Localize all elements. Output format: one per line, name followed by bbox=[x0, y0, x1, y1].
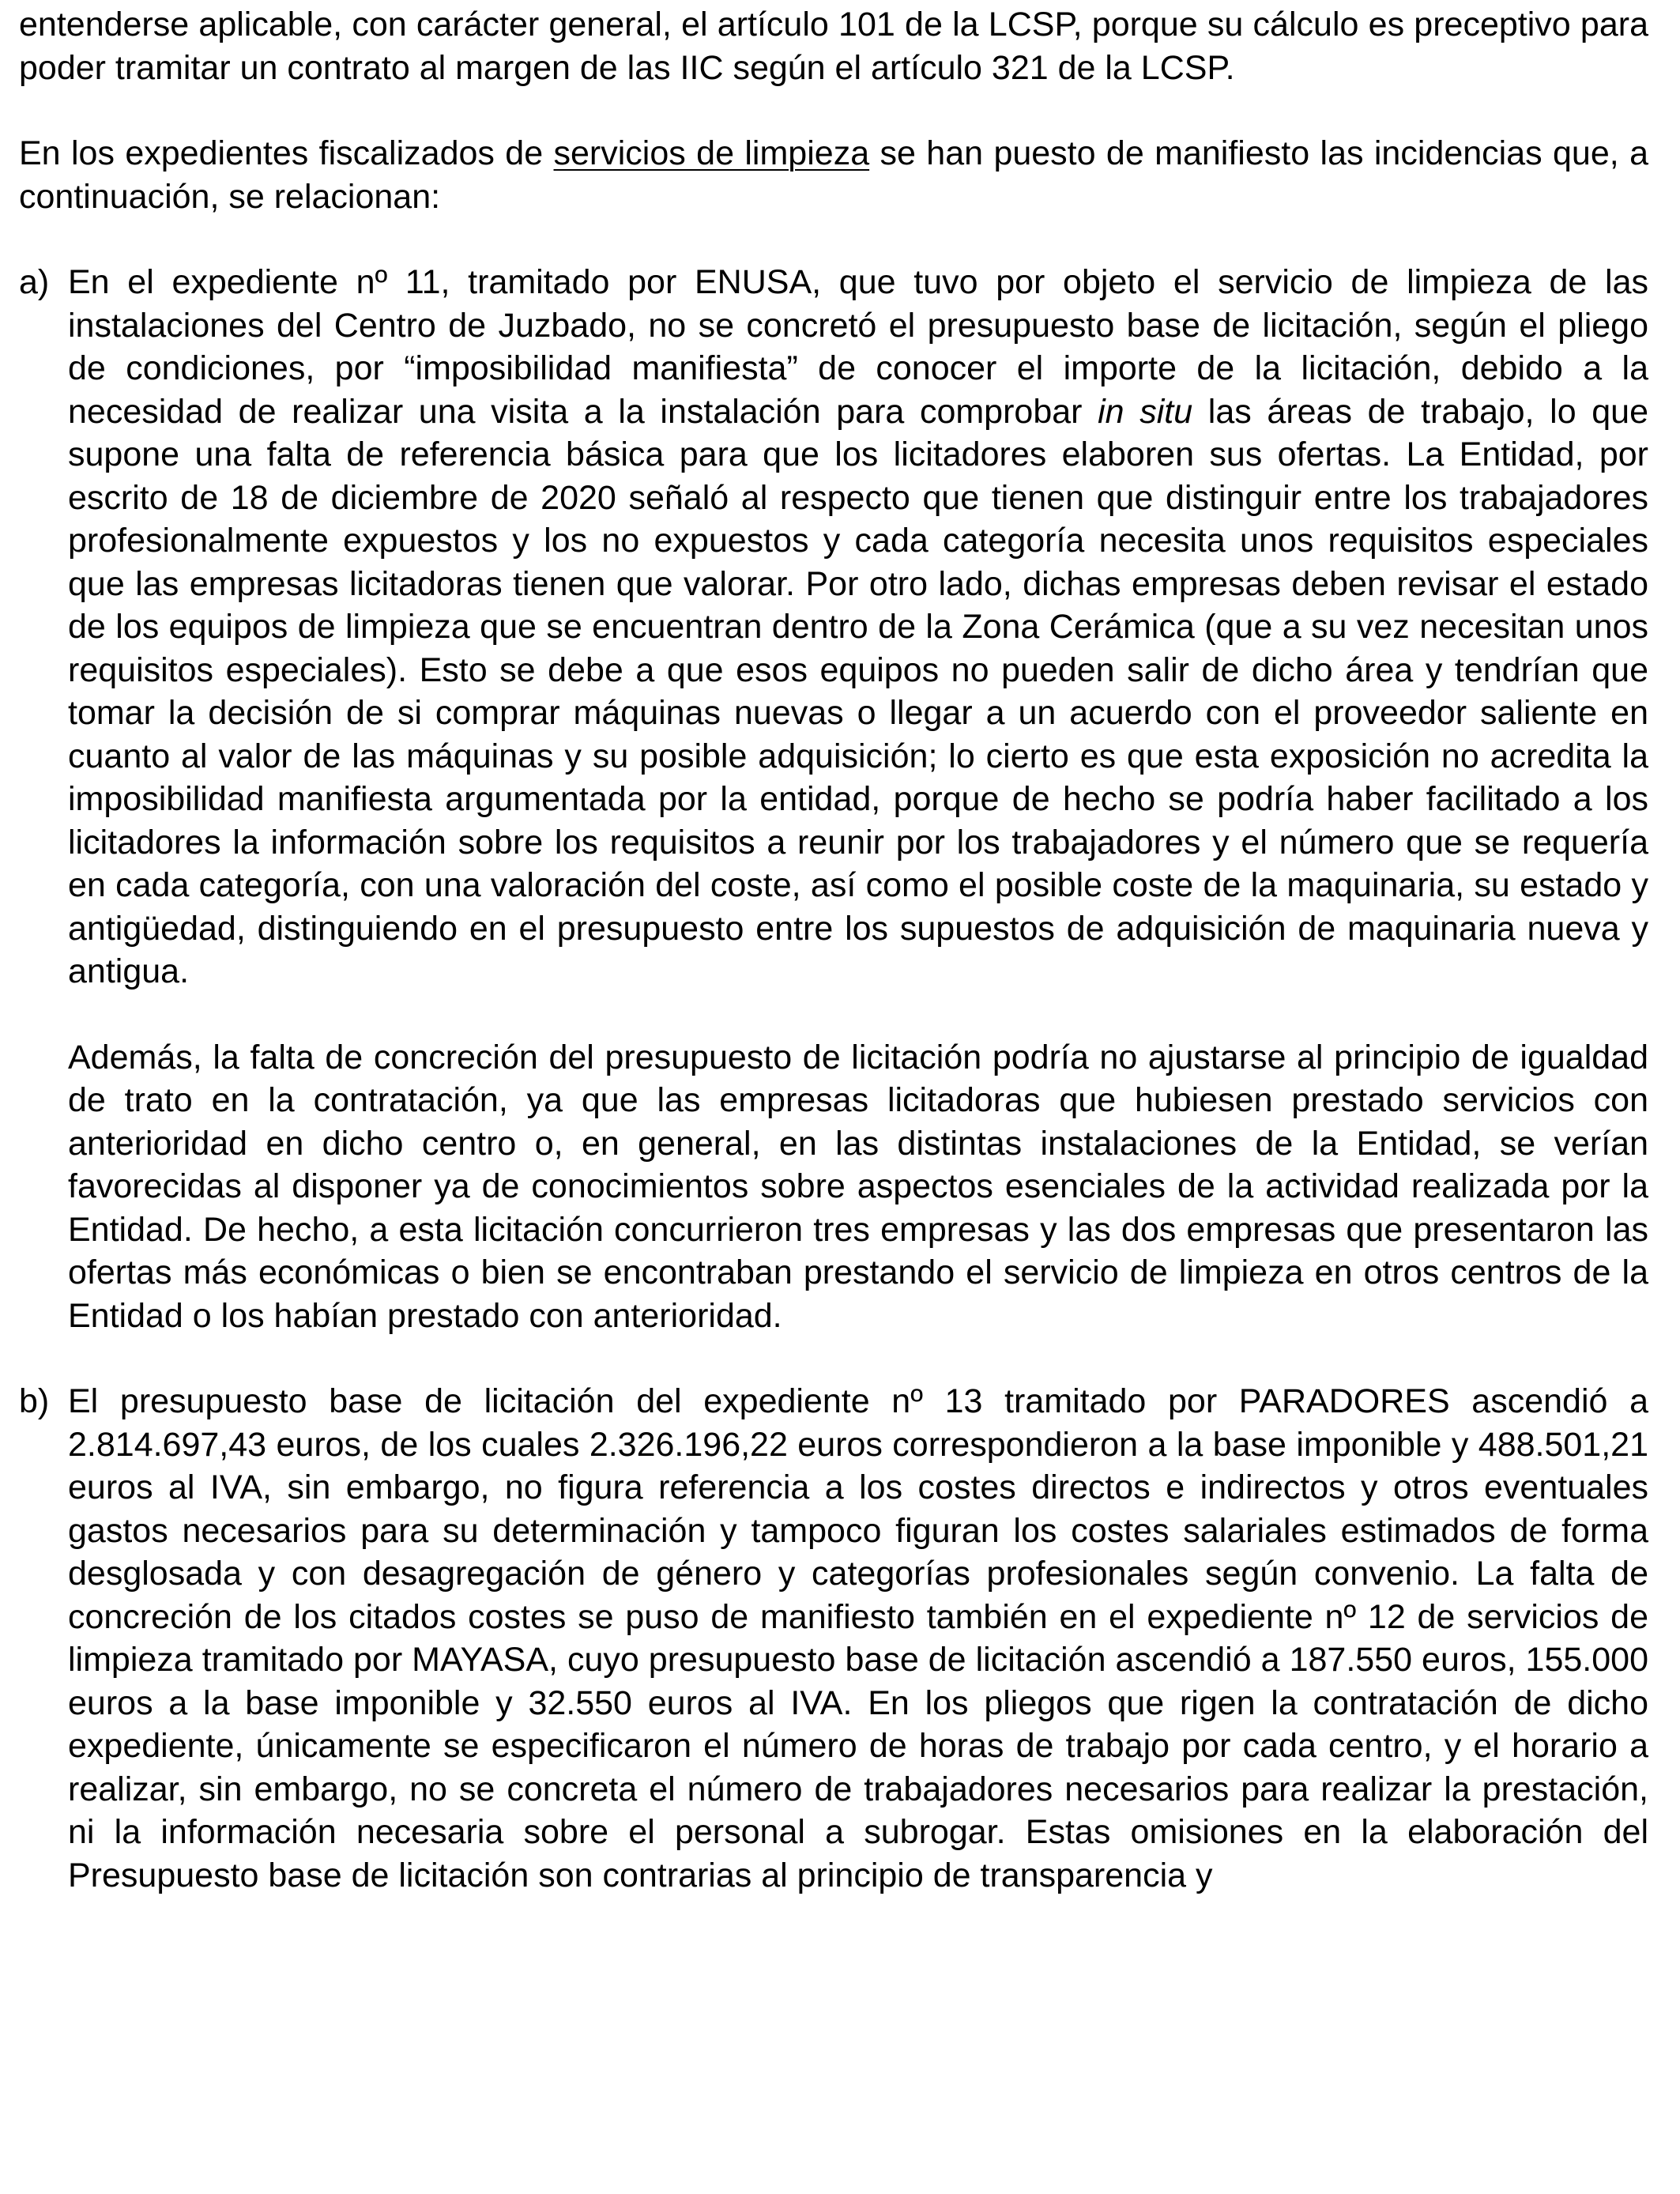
intro-p2-text-before: En los expedientes fiscalizados de bbox=[19, 134, 554, 172]
item-a-paragraph-1 bbox=[68, 261, 1648, 993]
list-marker-b: b) bbox=[19, 1382, 50, 1420]
intro-paragraph-1: entenderse aplicable, con carácter general, el artículo 101 de la LCSP, porque su cálculo es preceptivo para poder tramitar un contrato al margen de las IIC según el artículo 321 de la LCSP. bbox=[19, 6, 1648, 87]
item-a-continuation bbox=[19, 1036, 1648, 1338]
item-a-p1-text-before: En el expediente nº 11, tramitado por ENUSA, que tuvo por objeto el servicio de limpieza de las instalaciones del Centro de Juzbado, no se concretó el presupuesto base de licitación, según el pliego de condiciones, por “imposibilidad manifiesta” de conocer el importe de la licitación, debido a la necesidad de realizar una visita a la instalación para comprobar bbox=[68, 263, 1648, 431]
document-page bbox=[19, 3, 1648, 1897]
item-b-paragraph-1: El presupuesto base de licitación del expediente nº 13 tramitado por PARADORES ascendió a 2.814.697,43 euros, de los cuales 2.326.196,22 euros correspondieron a la base imponible y 488.501,21 euros al IVA, sin embargo, no figura referencia a los costes directos e indirectos y otros eventuales gastos necesarios para su determinación y tampoco figuran los costes salariales estimados de forma desglosada y con desagregación de género y categorías profesionales según convenio. La falta de concreción de los citados costes se puso de manifiesto también en el expediente nº 12 de servicios de limpieza tramitado por MAYASA, cuyo presupuesto base de licitación ascendió a 187.550 euros, 155.000 euros a la base imponible y 32.550 euros al IVA. En los pliegos que rigen la contratación de dicho expediente, únicamente se especificaron el número de horas de trabajo por cada centro, y el horario a realizar, sin embargo, no se concreta el número de trabajadores necesarios para realizar la prestación, ni la información necesaria sobre el personal a subrogar. Estas omisiones en la elaboración del Presupuesto base de licitación son contrarias al principio de transparencia y bbox=[68, 1382, 1648, 1894]
intro-p2-text-after: se han puesto de manifiesto las incidencias que, a continuación, se relacionan: bbox=[19, 134, 1648, 216]
underlined-term-servicios-de-limpieza: servicios de limpieza bbox=[553, 134, 870, 172]
list-item-a bbox=[19, 261, 1648, 993]
list-item-b bbox=[19, 1380, 1648, 1897]
item-a-p1-text-after: las áreas de trabajo, lo que supone una falta de referencia básica para que los licitadores elaboren sus ofertas. La Entidad, por escrito de 18 de diciembre de 2020 señaló al respecto que tienen que distinguir entre los trabajadores profesionalmente expuestos y los no expuestos y cada categoría necesita unos requisitos especiales que las empresas licitadoras tienen que valorar. Por otro lado, dichas empresas deben revisar el estado de los equipos de limpieza que se encuentran dentro de la Zona Cerámica (que a su vez necesitan unos requisitos especiales). Esto se debe a que esos equipos no pueden salir de dicho área y tendrían que tomar la decisión de si comprar máquinas nuevas o llegar a un acuerdo con el proveedor saliente en cuanto al valor de las máquinas y su posible adquisición; lo cierto es que esta exposición no acredita la imposibilidad manifiesta argumentada por la entidad, porque de hecho se podría haber facilitado a los licitadores la información sobre los requisitos a reunir por los trabajadores y el número que se requería en cada categoría, con una valoración del coste, así como el posible coste de la maquinaria, su estado y antigüedad, distinguiendo en el presupuesto entre los supuestos de adquisición de maquinaria nueva y antigua. bbox=[68, 392, 1648, 990]
list-marker-a: a) bbox=[19, 263, 50, 301]
intro-paragraph-2 bbox=[19, 132, 1648, 218]
item-a-paragraph-2: Además, la falta de concreción del presupuesto de licitación podría no ajustarse al principio de igualdad de trato en la contratación, ya que las empresas licitadoras que hubiesen prestado servicios con anterioridad en dicho centro o, en general, en las distintas instalaciones de la Entidad, se verían favorecidas al disponer ya de conocimientos sobre aspectos esenciales de la actividad realizada por la Entidad. De hecho, a esta licitación concurrieron tres empresas y las dos empresas que presentaron las ofertas más económicas o bien se encontraban prestando el servicio de limpieza en otros centros de la Entidad o los habían prestado con anterioridad. bbox=[68, 1038, 1648, 1335]
italic-term-in-situ: in situ bbox=[1098, 392, 1193, 431]
